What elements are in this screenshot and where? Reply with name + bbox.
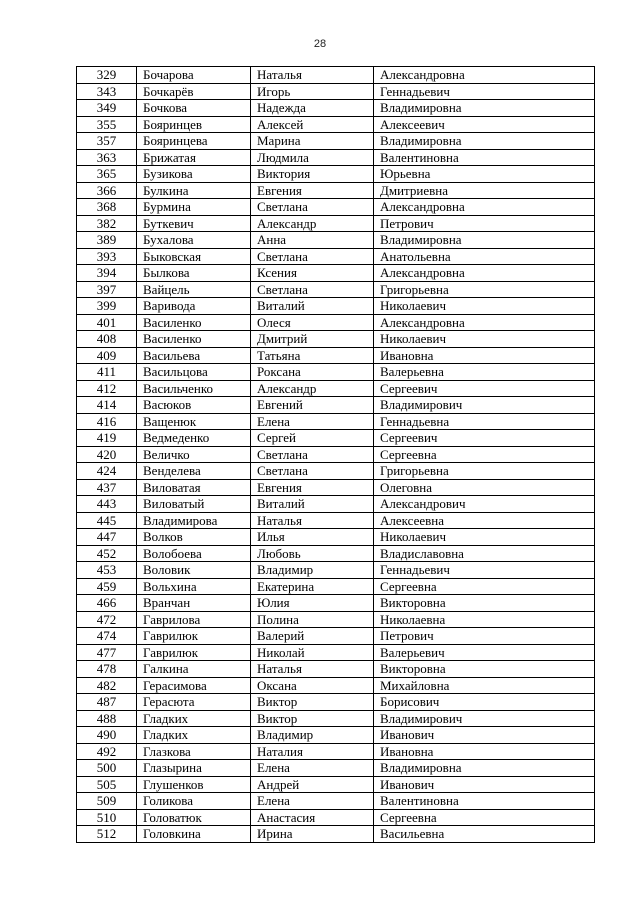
patronymic-cell: Александровна [374,314,595,331]
table-row [77,199,595,216]
first-name-cell: Андрей [251,776,374,793]
row-number-cell: 477 [77,644,137,661]
first-name-cell: Марина [251,133,374,150]
patronymic-cell: Викторовна [374,595,595,612]
patronymic-cell: Николаевна [374,611,595,628]
table-row [77,116,595,133]
patronymic-cell: Викторовна [374,661,595,678]
first-name-cell: Анастасия [251,809,374,826]
first-name-cell: Виталий [251,298,374,315]
last-name-cell: Ведмеденко [137,430,251,447]
row-number-cell: 355 [77,116,137,133]
first-name-cell: Оксана [251,677,374,694]
last-name-cell: Бочкарёв [137,83,251,100]
first-name-cell: Сергей [251,430,374,447]
table-row [77,496,595,513]
table-row [77,743,595,760]
last-name-cell: Бочкова [137,100,251,117]
patronymic-cell: Петрович [374,215,595,232]
patronymic-cell: Петрович [374,628,595,645]
patronymic-cell: Николаевич [374,331,595,348]
row-number-cell: 453 [77,562,137,579]
last-name-cell: Ващенюк [137,413,251,430]
table-row [77,644,595,661]
table-row [77,677,595,694]
patronymic-cell: Сергеевич [374,380,595,397]
last-name-cell: Гаврилова [137,611,251,628]
row-number-cell: 368 [77,199,137,216]
first-name-cell: Игорь [251,83,374,100]
last-name-cell: Венделева [137,463,251,480]
last-name-cell: Волобоева [137,545,251,562]
first-name-cell: Юлия [251,595,374,612]
last-name-cell: Виловатый [137,496,251,513]
row-number-cell: 424 [77,463,137,480]
table-row [77,298,595,315]
patronymic-cell: Александровна [374,265,595,282]
table-row [77,463,595,480]
first-name-cell: Владимир [251,562,374,579]
first-name-cell: Елена [251,760,374,777]
table-row [77,595,595,612]
last-name-cell: Васильцова [137,364,251,381]
patronymic-cell: Николаевич [374,298,595,315]
table-row [77,710,595,727]
row-number-cell: 343 [77,83,137,100]
row-number-cell: 452 [77,545,137,562]
table-row [77,380,595,397]
row-number-cell: 466 [77,595,137,612]
first-name-cell: Владимир [251,727,374,744]
table-row [77,628,595,645]
table-row [77,446,595,463]
table-row [77,232,595,249]
last-name-cell: Бухалова [137,232,251,249]
patronymic-cell: Дмитриевна [374,182,595,199]
row-number-cell: 408 [77,331,137,348]
patronymic-cell: Владимировна [374,760,595,777]
patronymic-cell: Владимирович [374,710,595,727]
row-number-cell: 394 [77,265,137,282]
row-number-cell: 357 [77,133,137,150]
last-name-cell: Вранчан [137,595,251,612]
row-number-cell: 492 [77,743,137,760]
row-number-cell: 505 [77,776,137,793]
row-number-cell: 488 [77,710,137,727]
patronymic-cell: Михайловна [374,677,595,694]
patronymic-cell: Геннадьевич [374,562,595,579]
patronymic-cell: Валентиновна [374,149,595,166]
row-number-cell: 411 [77,364,137,381]
table-row [77,314,595,331]
patronymic-cell: Владимировна [374,232,595,249]
first-name-cell: Николай [251,644,374,661]
first-name-cell: Светлана [251,446,374,463]
patronymic-cell: Алексеевич [374,116,595,133]
last-name-cell: Былкова [137,265,251,282]
last-name-cell: Гаврилюк [137,628,251,645]
page-number: 28 [313,38,327,50]
patronymic-cell: Олеговна [374,479,595,496]
row-number-cell: 366 [77,182,137,199]
first-name-cell: Елена [251,793,374,810]
last-name-cell: Вайцель [137,281,251,298]
table-row [77,166,595,183]
row-number-cell: 414 [77,397,137,414]
first-name-cell: Евгений [251,397,374,414]
table-row [77,809,595,826]
first-name-cell: Надежда [251,100,374,117]
table-row [77,182,595,199]
row-number-cell: 420 [77,446,137,463]
table-row [77,479,595,496]
last-name-cell: Бояринцев [137,116,251,133]
row-number-cell: 500 [77,760,137,777]
table-row [77,727,595,744]
last-name-cell: Бояринцева [137,133,251,150]
first-name-cell: Виктор [251,694,374,711]
first-name-cell: Екатерина [251,578,374,595]
first-name-cell: Наталья [251,661,374,678]
table-row [77,397,595,414]
first-name-cell: Наталья [251,512,374,529]
row-number-cell: 389 [77,232,137,249]
patronymic-cell: Сергеевич [374,430,595,447]
first-name-cell: Ирина [251,826,374,843]
row-number-cell: 445 [77,512,137,529]
last-name-cell: Гладких [137,727,251,744]
patronymic-cell: Валерьевич [374,644,595,661]
patronymic-cell: Анатольевна [374,248,595,265]
patronymic-cell: Александрович [374,496,595,513]
patronymic-cell: Александровна [374,199,595,216]
table-row [77,149,595,166]
last-name-cell: Глушенков [137,776,251,793]
row-number-cell: 487 [77,694,137,711]
patronymic-cell: Иванович [374,776,595,793]
table-row [77,215,595,232]
last-name-cell: Варивода [137,298,251,315]
last-name-cell: Васильева [137,347,251,364]
patronymic-cell: Владимирович [374,397,595,414]
last-name-cell: Голикова [137,793,251,810]
last-name-cell: Буткевич [137,215,251,232]
table-row [77,331,595,348]
table-row [77,760,595,777]
patronymic-cell: Сергеевна [374,446,595,463]
row-number-cell: 419 [77,430,137,447]
row-number-cell: 365 [77,166,137,183]
first-name-cell: Наталья [251,67,374,84]
table-row [77,364,595,381]
last-name-cell: Воловик [137,562,251,579]
last-name-cell: Булкина [137,182,251,199]
table-row [77,512,595,529]
row-number-cell: 416 [77,413,137,430]
last-name-cell: Глазырина [137,760,251,777]
first-name-cell: Евгения [251,479,374,496]
patronymic-cell: Николаевич [374,529,595,546]
last-name-cell: Гладких [137,710,251,727]
last-name-cell: Гаврилюк [137,644,251,661]
patronymic-cell: Сергеевна [374,578,595,595]
patronymic-cell: Владимировна [374,133,595,150]
first-name-cell: Светлана [251,199,374,216]
first-name-cell: Светлана [251,463,374,480]
table-row [77,661,595,678]
last-name-cell: Величко [137,446,251,463]
first-name-cell: Елена [251,413,374,430]
table-row [77,776,595,793]
last-name-cell: Виловатая [137,479,251,496]
row-number-cell: 401 [77,314,137,331]
table-row [77,562,595,579]
first-name-cell: Наталия [251,743,374,760]
last-name-cell: Василенко [137,331,251,348]
row-number-cell: 349 [77,100,137,117]
table-row [77,694,595,711]
row-number-cell: 474 [77,628,137,645]
first-name-cell: Евгения [251,182,374,199]
patronymic-cell: Сергеевна [374,809,595,826]
row-number-cell: 409 [77,347,137,364]
patronymic-cell: Алексеевна [374,512,595,529]
last-name-cell: Головкина [137,826,251,843]
row-number-cell: 459 [77,578,137,595]
last-name-cell: Головатюк [137,809,251,826]
patronymic-cell: Юрьевна [374,166,595,183]
row-number-cell: 472 [77,611,137,628]
first-name-cell: Роксана [251,364,374,381]
patronymic-cell: Геннадьевич [374,83,595,100]
patronymic-cell: Валерьевна [374,364,595,381]
first-name-cell: Людмила [251,149,374,166]
table-row [77,826,595,843]
roster-table [76,66,595,843]
last-name-cell: Вольхина [137,578,251,595]
patronymic-cell: Борисович [374,694,595,711]
last-name-cell: Бузикова [137,166,251,183]
row-number-cell: 397 [77,281,137,298]
table-row [77,611,595,628]
table-row [77,529,595,546]
table-row [77,347,595,364]
table-row [77,430,595,447]
last-name-cell: Быковская [137,248,251,265]
first-name-cell: Алексей [251,116,374,133]
table-row [77,83,595,100]
row-number-cell: 399 [77,298,137,315]
first-name-cell: Ксения [251,265,374,282]
table-row [77,265,595,282]
table-row [77,413,595,430]
first-name-cell: Валерий [251,628,374,645]
last-name-cell: Васильченко [137,380,251,397]
patronymic-cell: Ивановна [374,743,595,760]
patronymic-cell: Ивановна [374,347,595,364]
row-number-cell: 443 [77,496,137,513]
first-name-cell: Александр [251,380,374,397]
table-row [77,793,595,810]
table-row [77,545,595,562]
first-name-cell: Виктор [251,710,374,727]
last-name-cell: Герасюта [137,694,251,711]
row-number-cell: 412 [77,380,137,397]
patronymic-cell: Владимировна [374,100,595,117]
first-name-cell: Дмитрий [251,331,374,348]
last-name-cell: Васюков [137,397,251,414]
patronymic-cell: Валентиновна [374,793,595,810]
patronymic-cell: Васильевна [374,826,595,843]
table-row [77,100,595,117]
table-row [77,578,595,595]
patronymic-cell: Александровна [374,67,595,84]
row-number-cell: 363 [77,149,137,166]
patronymic-cell: Владиславовна [374,545,595,562]
table-row [77,67,595,84]
first-name-cell: Олеся [251,314,374,331]
row-number-cell: 447 [77,529,137,546]
row-number-cell: 512 [77,826,137,843]
last-name-cell: Герасимова [137,677,251,694]
first-name-cell: Александр [251,215,374,232]
first-name-cell: Светлана [251,281,374,298]
last-name-cell: Галкина [137,661,251,678]
last-name-cell: Василенко [137,314,251,331]
table-row [77,133,595,150]
first-name-cell: Анна [251,232,374,249]
patronymic-cell: Геннадьевна [374,413,595,430]
patronymic-cell: Григорьевна [374,463,595,480]
table-row [77,281,595,298]
last-name-cell: Брижатая [137,149,251,166]
first-name-cell: Любовь [251,545,374,562]
table-row [77,248,595,265]
first-name-cell: Светлана [251,248,374,265]
last-name-cell: Бурмина [137,199,251,216]
row-number-cell: 329 [77,67,137,84]
last-name-cell: Волков [137,529,251,546]
row-number-cell: 490 [77,727,137,744]
row-number-cell: 382 [77,215,137,232]
row-number-cell: 478 [77,661,137,678]
row-number-cell: 482 [77,677,137,694]
first-name-cell: Виталий [251,496,374,513]
last-name-cell: Бочарова [137,67,251,84]
row-number-cell: 393 [77,248,137,265]
row-number-cell: 510 [77,809,137,826]
first-name-cell: Виктория [251,166,374,183]
first-name-cell: Татьяна [251,347,374,364]
roster-body [77,67,595,843]
last-name-cell: Глазкова [137,743,251,760]
patronymic-cell: Григорьевна [374,281,595,298]
first-name-cell: Полина [251,611,374,628]
row-number-cell: 509 [77,793,137,810]
first-name-cell: Илья [251,529,374,546]
last-name-cell: Владимирова [137,512,251,529]
row-number-cell: 437 [77,479,137,496]
patronymic-cell: Иванович [374,727,595,744]
